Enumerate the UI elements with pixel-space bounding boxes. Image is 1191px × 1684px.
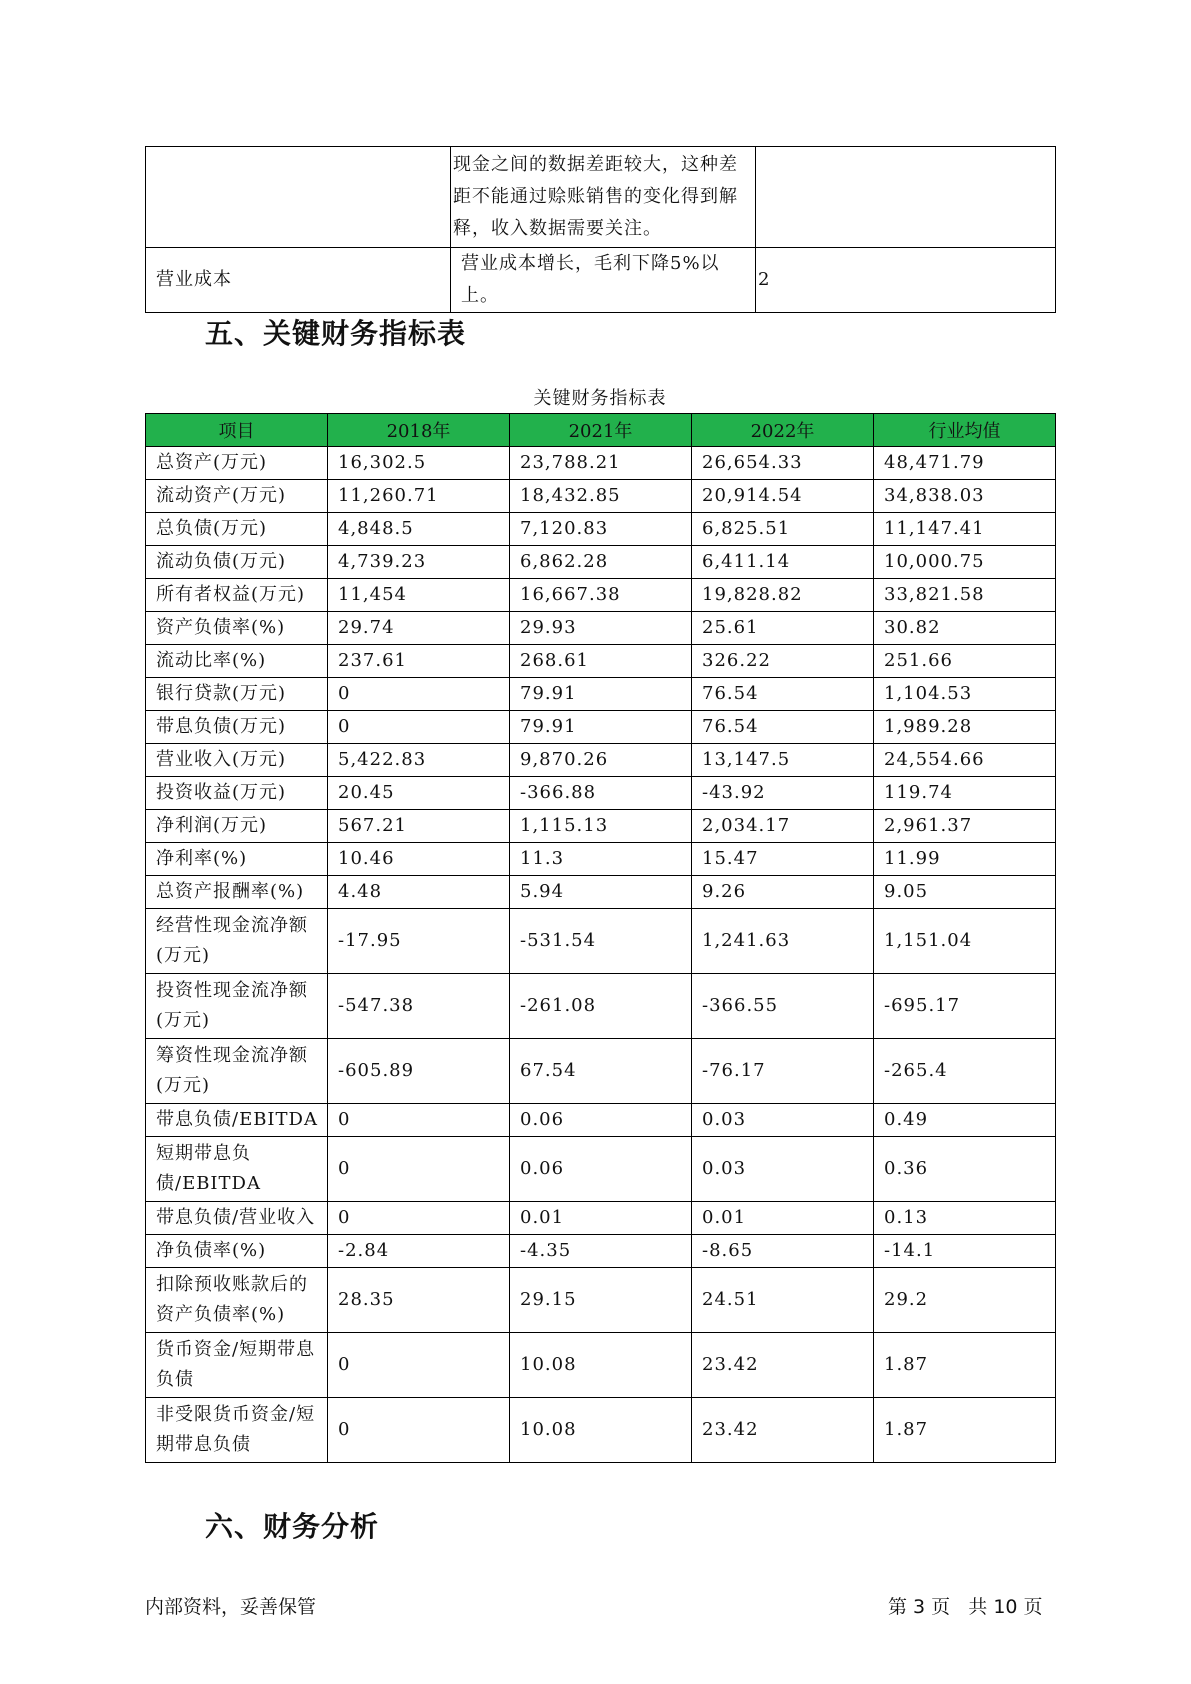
table-row [146, 1268, 1056, 1333]
indicator-value: 13,147.5 [692, 744, 874, 777]
indicator-name: 带息负债/营业收入 [146, 1202, 328, 1235]
indicator-value: 24.51 [692, 1268, 874, 1333]
table-row [146, 1104, 1056, 1137]
risk-score [756, 147, 1056, 248]
indicator-value: 9.05 [874, 876, 1056, 909]
indicator-value: 23,788.21 [510, 447, 692, 480]
indicator-value: 10.08 [510, 1333, 692, 1398]
indicator-value: 0 [328, 678, 510, 711]
indicator-value: 19,828.82 [692, 579, 874, 612]
risk-item-label [146, 147, 451, 248]
table-row [146, 480, 1056, 513]
table-row [146, 909, 1056, 974]
indicator-value: 237.61 [328, 645, 510, 678]
footer-confidential-note: 内部资料，妥善保管 [145, 1596, 317, 1618]
indicator-value: 10,000.75 [874, 546, 1056, 579]
indicator-value: 4,848.5 [328, 513, 510, 546]
indicator-name: 投资收益(万元) [146, 777, 328, 810]
indicator-value: 0.03 [692, 1104, 874, 1137]
indicator-value: 23.42 [692, 1333, 874, 1398]
indicator-name: 投资性现金流净额(万元) [146, 974, 328, 1039]
table-row [146, 876, 1056, 909]
indicator-name: 带息负债(万元) [146, 711, 328, 744]
indicator-value: 2,034.17 [692, 810, 874, 843]
indicator-value: 28.35 [328, 1268, 510, 1333]
indicator-value: -605.89 [328, 1039, 510, 1104]
indicator-value: 76.54 [692, 678, 874, 711]
table-header-row [146, 414, 1056, 447]
indicator-value: 1,104.53 [874, 678, 1056, 711]
risk-item-label: 营业成本 [146, 248, 451, 313]
indicator-value: 0.36 [874, 1137, 1056, 1202]
indicator-value: -547.38 [328, 974, 510, 1039]
indicator-value: 11,260.71 [328, 480, 510, 513]
indicator-value: 33,821.58 [874, 579, 1056, 612]
indicator-name: 筹资性现金流净额(万元) [146, 1039, 328, 1104]
indicator-value: 79.91 [510, 711, 692, 744]
indicator-name: 净利率(%) [146, 843, 328, 876]
indicator-value: -4.35 [510, 1235, 692, 1268]
indicator-value: 11.99 [874, 843, 1056, 876]
indicator-value: 0.06 [510, 1137, 692, 1202]
indicator-value: 1.87 [874, 1398, 1056, 1463]
indicator-value: 11.3 [510, 843, 692, 876]
table-caption: 关键财务指标表 [533, 388, 667, 409]
indicator-value: 10.08 [510, 1398, 692, 1463]
indicator-name: 经营性现金流净额(万元) [146, 909, 328, 974]
indicator-name: 短期带息负债/EBITDA [146, 1137, 328, 1202]
indicator-name: 总资产报酬率(%) [146, 876, 328, 909]
indicator-name: 流动比率(%) [146, 645, 328, 678]
indicator-value: 20,914.54 [692, 480, 874, 513]
indicator-value: -531.54 [510, 909, 692, 974]
indicator-name: 所有者权益(万元) [146, 579, 328, 612]
indicator-value: 9.26 [692, 876, 874, 909]
indicator-value: 4,739.23 [328, 546, 510, 579]
indicator-value: 0.13 [874, 1202, 1056, 1235]
indicator-value: 0 [328, 1137, 510, 1202]
indicator-name: 非受限货币资金/短期带息负债 [146, 1398, 328, 1463]
indicator-name: 流动负债(万元) [146, 546, 328, 579]
indicator-value: 76.54 [692, 711, 874, 744]
risk-description: 营业成本增长，毛利下降5%以上。 [451, 248, 756, 313]
indicator-value: 5.94 [510, 876, 692, 909]
table-row [146, 447, 1056, 480]
indicator-value: -695.17 [874, 974, 1056, 1039]
table-row [146, 248, 1056, 313]
indicator-value: 29.74 [328, 612, 510, 645]
indicator-value: -43.92 [692, 777, 874, 810]
indicator-value: 0.49 [874, 1104, 1056, 1137]
column-header: 2022年 [692, 414, 874, 447]
indicator-value: 1,989.28 [874, 711, 1056, 744]
indicator-value: 26,654.33 [692, 447, 874, 480]
indicator-value: 1.87 [874, 1333, 1056, 1398]
column-header: 行业均值 [874, 414, 1056, 447]
indicator-value: 29.93 [510, 612, 692, 645]
indicator-value: 10.46 [328, 843, 510, 876]
table-row [146, 612, 1056, 645]
key-financial-indicators-table [145, 413, 1056, 1463]
indicator-value: -366.88 [510, 777, 692, 810]
indicator-value: 1,241.63 [692, 909, 874, 974]
section-heading: 六、财务分析 [205, 1510, 380, 1543]
indicator-value: 67.54 [510, 1039, 692, 1104]
column-header: 2021年 [510, 414, 692, 447]
indicator-value: 0 [328, 1202, 510, 1235]
indicator-value: 16,667.38 [510, 579, 692, 612]
indicator-value: 1,115.13 [510, 810, 692, 843]
indicator-value: 11,147.41 [874, 513, 1056, 546]
indicator-value: 0.01 [510, 1202, 692, 1235]
indicator-name: 流动资产(万元) [146, 480, 328, 513]
indicator-value: 0.01 [692, 1202, 874, 1235]
indicator-value: 0 [328, 711, 510, 744]
indicator-value: 6,862.28 [510, 546, 692, 579]
indicator-name: 营业收入(万元) [146, 744, 328, 777]
indicator-value: 24,554.66 [874, 744, 1056, 777]
table-row [146, 1398, 1056, 1463]
indicator-value: 15.47 [692, 843, 874, 876]
indicator-name: 货币资金/短期带息负债 [146, 1333, 328, 1398]
table-row [146, 843, 1056, 876]
table-row [146, 513, 1056, 546]
indicator-value: 0.06 [510, 1104, 692, 1137]
table-row [146, 1039, 1056, 1104]
indicator-value: 2,961.37 [874, 810, 1056, 843]
indicator-value: 23.42 [692, 1398, 874, 1463]
table-row [146, 974, 1056, 1039]
indicator-name: 总资产(万元) [146, 447, 328, 480]
indicator-value: -76.17 [692, 1039, 874, 1104]
indicator-value: -261.08 [510, 974, 692, 1039]
table-row [146, 1333, 1056, 1398]
indicator-value: 0 [328, 1333, 510, 1398]
indicator-value: 268.61 [510, 645, 692, 678]
indicator-value: -366.55 [692, 974, 874, 1039]
indicator-value: 11,454 [328, 579, 510, 612]
table-row [146, 546, 1056, 579]
indicator-value: 4.48 [328, 876, 510, 909]
risk-table-continuation [145, 146, 1056, 313]
indicator-value: 30.82 [874, 612, 1056, 645]
table-row [146, 1235, 1056, 1268]
indicator-value: -2.84 [328, 1235, 510, 1268]
indicator-value: 48,471.79 [874, 447, 1056, 480]
indicator-value: 1,151.04 [874, 909, 1056, 974]
indicator-value: 18,432.85 [510, 480, 692, 513]
indicator-name: 银行贷款(万元) [146, 678, 328, 711]
table-row [146, 1202, 1056, 1235]
indicator-name: 净利润(万元) [146, 810, 328, 843]
indicator-value: 29.2 [874, 1268, 1056, 1333]
table-row [146, 777, 1056, 810]
table-row [146, 645, 1056, 678]
table-row [146, 1137, 1056, 1202]
indicator-value: -8.65 [692, 1235, 874, 1268]
risk-description: 现金之间的数据差距较大，这种差距不能通过赊账销售的变化得到解释，收入数据需要关注。 [451, 147, 756, 248]
table-row [146, 579, 1056, 612]
indicator-value: 29.15 [510, 1268, 692, 1333]
indicator-value: 34,838.03 [874, 480, 1056, 513]
indicator-value: 79.91 [510, 678, 692, 711]
indicator-value: 251.66 [874, 645, 1056, 678]
indicator-value: -14.1 [874, 1235, 1056, 1268]
indicator-value: 119.74 [874, 777, 1056, 810]
indicator-value: 6,825.51 [692, 513, 874, 546]
indicator-name: 资产负债率(%) [146, 612, 328, 645]
indicator-name: 总负债(万元) [146, 513, 328, 546]
indicator-value: 25.61 [692, 612, 874, 645]
indicator-name: 扣除预收账款后的资产负债率(%) [146, 1268, 328, 1333]
indicator-value: 0 [328, 1398, 510, 1463]
table-row [146, 678, 1056, 711]
indicator-value: 0.03 [692, 1137, 874, 1202]
indicator-value: 7,120.83 [510, 513, 692, 546]
indicator-value: 16,302.5 [328, 447, 510, 480]
table-row [146, 744, 1056, 777]
column-header: 2018年 [328, 414, 510, 447]
indicator-value: 326.22 [692, 645, 874, 678]
indicator-value: 20.45 [328, 777, 510, 810]
indicator-value: 6,411.14 [692, 546, 874, 579]
indicator-value: 5,422.83 [328, 744, 510, 777]
risk-score: 2 [756, 248, 1056, 313]
table-row [146, 147, 1056, 248]
indicator-value: 9,870.26 [510, 744, 692, 777]
indicator-value: 567.21 [328, 810, 510, 843]
indicator-value: -17.95 [328, 909, 510, 974]
column-header: 项目 [146, 414, 328, 447]
page-number: 第 3 页 共 10 页 [888, 1596, 1043, 1618]
indicator-value: 0 [328, 1104, 510, 1137]
indicator-name: 净负债率(%) [146, 1235, 328, 1268]
indicator-value: -265.4 [874, 1039, 1056, 1104]
indicator-name: 带息负债/EBITDA [146, 1104, 328, 1137]
table-row [146, 810, 1056, 843]
section-heading: 五、关键财务指标表 [205, 317, 467, 350]
table-row [146, 711, 1056, 744]
